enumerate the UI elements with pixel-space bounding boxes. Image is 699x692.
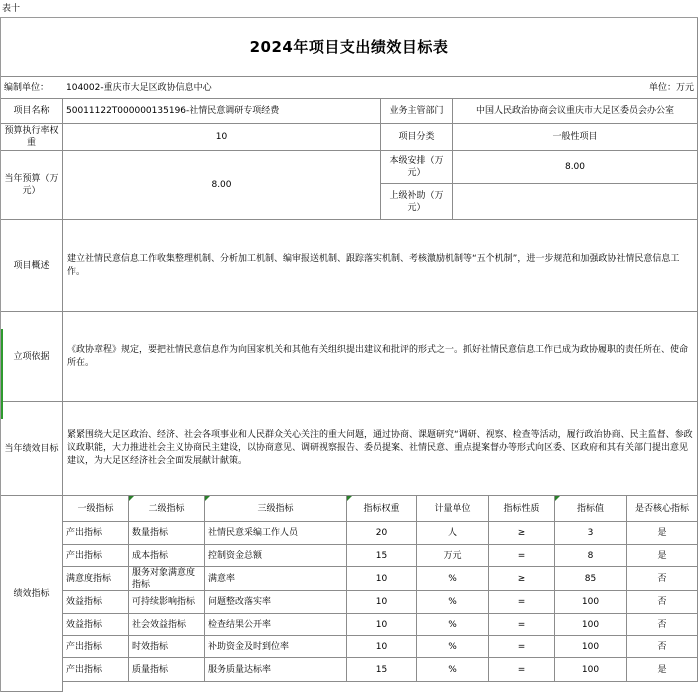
indicator-level1-cell: 效益指标 [63, 591, 129, 614]
org-label: 编制单位： [1, 77, 63, 99]
indicator-weight-cell: 10 [347, 591, 417, 614]
indicator-core-cell: 否 [627, 567, 698, 591]
indicator-level1-cell: 产出指标 [63, 636, 129, 658]
header-level3: 三级指标 [205, 496, 347, 522]
header-level2: 二级指标 [129, 496, 205, 522]
indicator-level2-cell: 质量指标 [129, 658, 205, 682]
indicator-unit-cell: 万元 [417, 545, 489, 567]
dept-label: 业务主管部门 [381, 99, 453, 124]
header-weight: 指标权重 [347, 496, 417, 522]
header-level1: 一级指标 [63, 496, 129, 522]
indicator-level2-cell: 成本指标 [129, 545, 205, 567]
indicator-level3-cell: 社情民意采编工作人员 [205, 522, 347, 545]
indicator-unit-cell: % [417, 614, 489, 636]
indicator-core-cell: 否 [627, 636, 698, 658]
performance-table [0, 17, 698, 692]
indicator-weight-cell: 10 [347, 614, 417, 636]
indicator-core-cell: 是 [627, 545, 698, 567]
indicator-weight-cell: 20 [347, 522, 417, 545]
basis-label: 立项依据 [1, 312, 63, 402]
indicator-nature-cell: = [489, 545, 555, 567]
unit-label: 单位：万元 [483, 77, 698, 99]
indicator-weight-cell: 15 [347, 545, 417, 567]
indicator-value-cell: 100 [555, 636, 627, 658]
goal-label: 当年绩效目标 [1, 402, 63, 496]
indicator-weight-cell: 15 [347, 658, 417, 682]
indicator-level3-cell: 控制资金总额 [205, 545, 347, 567]
indicator-value-cell: 3 [555, 522, 627, 545]
indicator-level3-cell: 满意率 [205, 567, 347, 591]
indicator-core-cell: 否 [627, 614, 698, 636]
indicator-level1-cell: 产出指标 [63, 658, 129, 682]
indicators-label: 绩效指标 [1, 496, 63, 692]
weight-label: 预算执行率权重 [1, 124, 63, 151]
indicator-nature-cell: ≥ [489, 567, 555, 591]
org-value: 104002-重庆市大足区政协信息中心 [63, 77, 483, 99]
upper-funding-label: 上级补助（万元） [381, 184, 453, 220]
indicator-level1-cell: 效益指标 [63, 614, 129, 636]
indicator-nature-cell: = [489, 591, 555, 614]
indicator-level2-cell: 可持续影响指标 [129, 591, 205, 614]
overview-text: 建立社情民意信息工作收集整理机制、分析加工机制、编审报送机制、跟踪落实机制、考核激励机制等“五个机制”，进一步规范和加强政协社情民意信息工作。 [63, 220, 698, 312]
current-funding-label: 本级安排（万元） [381, 151, 453, 184]
indicator-core-cell: 是 [627, 522, 698, 545]
indicator-value-cell: 8 [555, 545, 627, 567]
indicator-nature-cell: ≥ [489, 522, 555, 545]
sheet-tag: 表十 [2, 4, 21, 14]
indicator-level1-cell: 满意度指标 [63, 567, 129, 591]
indicator-level3-cell: 补助资金及时到位率 [205, 636, 347, 658]
indicator-level1-cell: 产出指标 [63, 545, 129, 567]
indicator-unit-cell: % [417, 636, 489, 658]
indicator-level2-cell: 数量指标 [129, 522, 205, 545]
indicator-unit-cell: % [417, 658, 489, 682]
upper-funding-value [453, 184, 698, 220]
category-value: 一般性项目 [453, 124, 698, 151]
header-value: 指标值 [555, 496, 627, 522]
indicator-weight-cell: 10 [347, 636, 417, 658]
basis-text: 《政协章程》规定，要把社情民意信息作为向国家机关和其他有关组织提出建议和批评的形式之一。抓好社情民意信息工作已成为政协履职的责任所在、使命所在。 [63, 312, 698, 402]
indicator-nature-cell: = [489, 614, 555, 636]
indicator-unit-cell: % [417, 591, 489, 614]
indicator-level2-cell: 服务对象满意度指标 [129, 567, 205, 591]
header-unit: 计量单位 [417, 496, 489, 522]
indicator-value-cell: 100 [555, 591, 627, 614]
dept-value: 中国人民政治协商会议重庆市大足区委员会办公室 [453, 99, 698, 124]
goal-text: 紧紧围绕大足区政治、经济、社会各项事业和人民群众关心关注的重大问题，通过协商、课题研究“调研、视察、检查等活动，履行政治协商、民主监督、参政议政职能，大力推进社会主义协商民主建设，以协商意见、调研视察报告、委员提案、社情民意、重点提案督办等形式向区委、区政府和其有关部门提出意见建议，为大足区经济社会全面发展献计献策。 [63, 402, 698, 496]
indicator-unit-cell: 人 [417, 522, 489, 545]
indicator-level1-cell: 产出指标 [63, 522, 129, 545]
indicator-core-cell: 是 [627, 658, 698, 682]
indicator-core-cell: 否 [627, 591, 698, 614]
indicator-level2-cell: 时效指标 [129, 636, 205, 658]
selection-marker [1, 329, 3, 419]
current-funding-value: 8.00 [453, 151, 698, 184]
indicator-value-cell: 100 [555, 658, 627, 682]
overview-label: 项目概述 [1, 220, 63, 312]
indicator-value-cell: 100 [555, 614, 627, 636]
indicator-nature-cell: = [489, 658, 555, 682]
table-title: 2024年项目支出绩效目标表 [1, 18, 698, 77]
header-nature: 指标性质 [489, 496, 555, 522]
indicator-level3-cell: 服务质量达标率 [205, 658, 347, 682]
indicator-weight-cell: 10 [347, 567, 417, 591]
weight-value: 10 [63, 124, 381, 151]
project-name-label: 项目名称 [1, 99, 63, 124]
indicator-level3-cell: 检查结果公开率 [205, 614, 347, 636]
project-name-value: 50011122T000000135196-社情民意调研专项经费 [63, 99, 381, 124]
header-core: 是否核心指标 [627, 496, 698, 522]
indicator-value-cell: 85 [555, 567, 627, 591]
indicator-nature-cell: = [489, 636, 555, 658]
indicator-unit-cell: % [417, 567, 489, 591]
budget-label: 当年预算（万元） [1, 151, 63, 220]
budget-value: 8.00 [63, 151, 381, 220]
indicator-level2-cell: 社会效益指标 [129, 614, 205, 636]
category-label: 项目分类 [381, 124, 453, 151]
indicator-level3-cell: 问题整改落实率 [205, 591, 347, 614]
